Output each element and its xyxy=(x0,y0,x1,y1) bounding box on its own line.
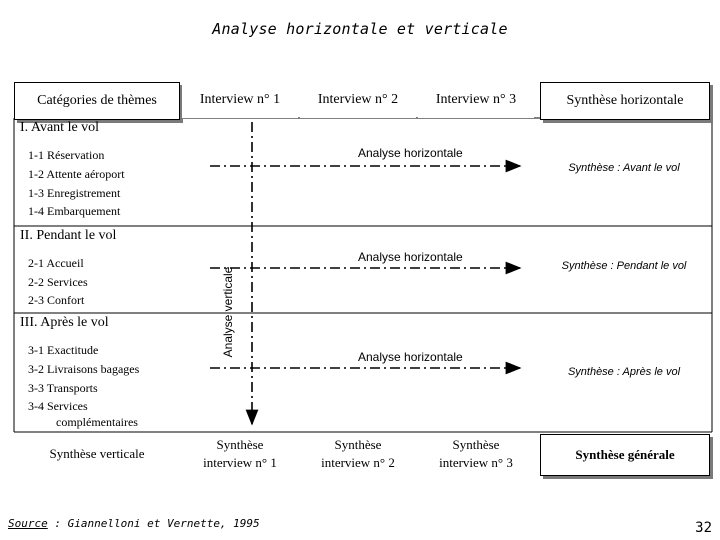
list-item: 2-3 Confort xyxy=(28,293,85,307)
section-title-apres: III. Après le vol xyxy=(20,315,109,330)
analyse-verticale-label: Analyse verticale xyxy=(221,266,235,358)
list-item: 3-2 Livraisons bagages xyxy=(28,362,140,376)
synthese-interview-3 xyxy=(418,434,534,474)
list-item: 3-3 Transports xyxy=(28,381,98,395)
synthese-interview-3-line2: interview n° 3 xyxy=(439,455,513,470)
source-label: Source xyxy=(8,517,48,530)
header-interview-2: Interview n° 2 xyxy=(300,82,416,118)
synthese-interview-1 xyxy=(182,434,298,474)
analyse-horizontale-label-3: Analyse horizontale xyxy=(358,350,463,364)
synthese-interview-2-line1: Synthèse xyxy=(334,437,382,452)
header-categories: Catégories de thèmes xyxy=(14,82,180,120)
synthese-verticale-label: Synthèse verticale xyxy=(14,434,180,474)
header-synthese-horizontale: Synthèse horizontale xyxy=(540,82,710,120)
source-text: : Giannelloni et Vernette, 1995 xyxy=(47,517,260,530)
list-item: 2-1 Accueil xyxy=(28,256,84,270)
synthese-interview-2-line2: interview n° 2 xyxy=(321,455,395,470)
section-title-pendant: II. Pendant le vol xyxy=(20,228,117,243)
list-item: complémentaires xyxy=(56,415,138,429)
list-item: 1-1 Réservation xyxy=(28,148,105,162)
header-interview-3: Interview n° 3 xyxy=(418,82,534,118)
synthese-apres: Synthèse : Après le vol xyxy=(567,366,681,378)
synthese-interview-1-line2: interview n° 1 xyxy=(203,455,277,470)
source-citation xyxy=(8,517,260,530)
analyse-horizontale-label-1: Analyse horizontale xyxy=(358,146,463,160)
synthese-interview-1-line1: Synthèse xyxy=(216,437,264,452)
page-title: Analyse horizontale et verticale xyxy=(212,20,508,38)
list-item: 1-4 Embarquement xyxy=(28,204,121,218)
synthese-avant: Synthèse : Avant le vol xyxy=(568,162,680,174)
section-title-avant: I. Avant le vol xyxy=(20,120,100,135)
list-item: 1-3 Enregistrement xyxy=(28,186,121,200)
list-item: 3-1 Exactitude xyxy=(28,343,99,357)
synthese-pendant: Synthèse : Pendant le vol xyxy=(561,260,687,272)
synthese-interview-3-line1: Synthèse xyxy=(452,437,500,452)
list-item: 2-2 Services xyxy=(28,275,88,289)
header-interview-1: Interview n° 1 xyxy=(182,82,298,118)
page-number: 32 xyxy=(695,520,712,536)
analyse-horizontale-label-2: Analyse horizontale xyxy=(358,250,463,264)
list-item: 1-2 Attente aéroport xyxy=(28,167,125,181)
synthese-interview-2 xyxy=(300,434,416,474)
synthese-generale: Synthèse générale xyxy=(540,434,710,476)
list-item: 3-4 Services xyxy=(28,399,88,413)
